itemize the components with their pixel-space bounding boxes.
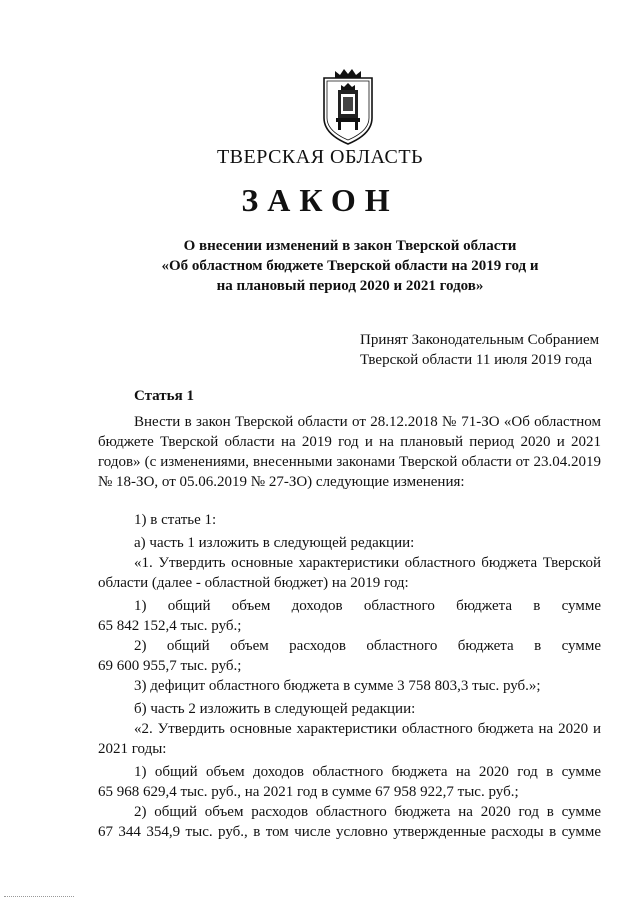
document-type: ЗАКОН	[241, 182, 399, 218]
adoption-line: Принят Законодательным Собранием	[360, 332, 600, 348]
quote-2-line: 2021 годы:	[98, 741, 167, 757]
item-1a: а) часть 1 изложить в следующей редакции:	[134, 535, 415, 551]
quote-1-sub-1-amount: 65 842 152,4 тыс. руб.;	[98, 618, 242, 634]
quote-1-line: «1. Утвердить основные характеристики областного бюджета Тверской	[134, 555, 601, 571]
adoption-note	[360, 330, 610, 370]
item-1b: б) часть 2 изложить в следующей редакции:	[134, 701, 416, 717]
quote-1-sub-3: 3) дефицит областного бюджета в сумме 3 758 803,3 тыс. руб.»;	[134, 678, 541, 694]
law-title-line: «Об областном бюджете Тверской области на 2019 год и	[161, 258, 539, 274]
quote-1-sub-2: 2) общий объем расходов областного бюджета в сумме	[134, 638, 601, 654]
coat-of-arms-emblem	[318, 68, 378, 146]
quote-1-sub-1: 1) общий объем доходов областного бюджета в сумме	[134, 598, 601, 614]
article-heading: Статья 1	[134, 388, 194, 404]
quote-1-line: области (далее - областной бюджет) на 2019 год:	[98, 575, 409, 591]
law-title-line: на плановый период 2020 и 2021 годов»	[216, 278, 484, 294]
region-name: ТВЕРСКАЯ ОБЛАСТЬ	[216, 146, 424, 168]
quote-2-line: «2. Утвердить основные характеристики областного бюджета на 2020 и	[134, 721, 601, 737]
law-title	[130, 236, 570, 296]
law-title-line: О внесении изменений в закон Тверской области	[183, 238, 517, 254]
quote-2-sub-1-amounts: 65 968 629,4 тыс. руб., на 2021 год в сумме 67 958 922,7 тыс. руб.;	[98, 784, 519, 800]
adoption-line: Тверской области 11 июля 2019 года	[360, 352, 592, 368]
article-intro-paragraph: Внести в закон Тверской области от 28.12.2018 № 71-ЗО «Об областном бюджете Тверской области на 2019 год и на плановый период 2020 и 2021 годов» (с изменениями, внесенными законами Тверской области от 23.04.2019 № 18-ЗО, от 05.06.2019 № 27-ЗО) следующие изменения:	[98, 414, 601, 490]
quote-2-sub-1: 1) общий объем доходов областного бюджета на 2020 год в сумме	[134, 764, 601, 780]
item-1: 1) в статье 1:	[134, 512, 217, 528]
quote-2-sub-2-continued: 67 344 354,9 тыс. руб., в том числе условно утвержденные расходы в сумме	[98, 824, 601, 840]
quote-1-sub-2-amount: 69 600 955,7 тыс. руб.;	[98, 658, 242, 674]
scan-mark	[4, 896, 74, 898]
quote-2-sub-2: 2) общий объем расходов областного бюджета на 2020 год в сумме	[134, 804, 601, 820]
